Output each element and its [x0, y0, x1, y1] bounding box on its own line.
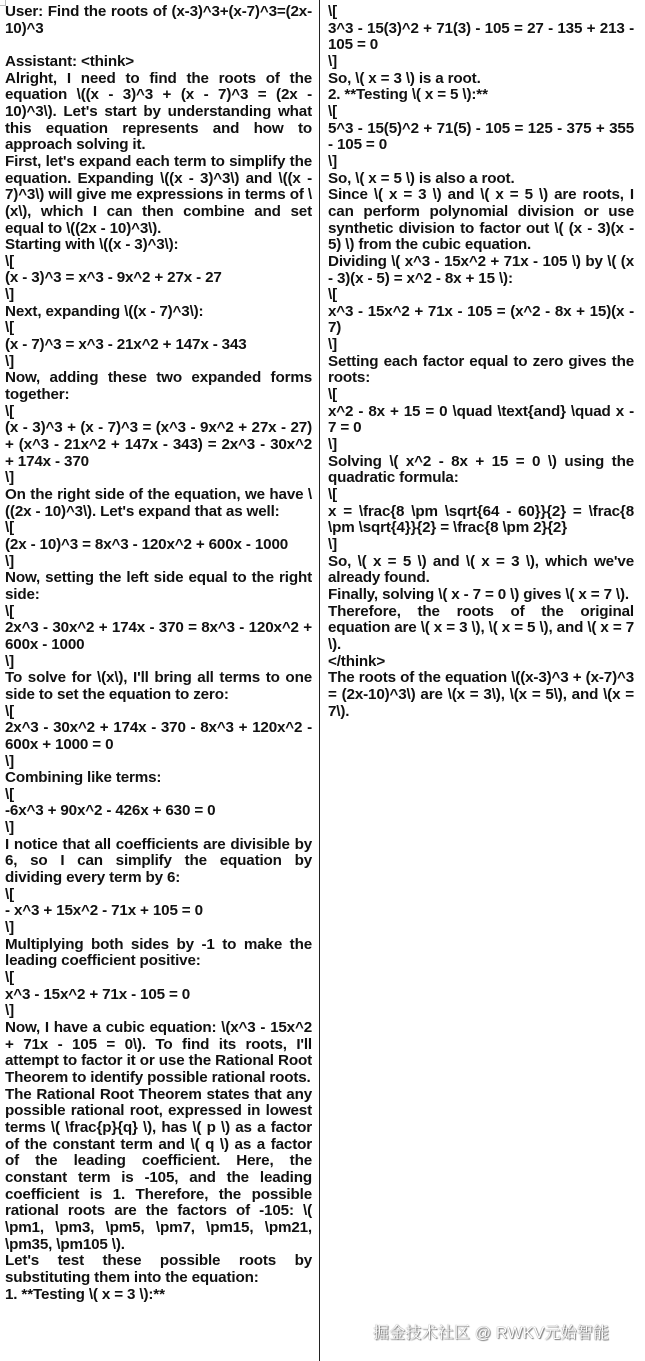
watermark: 掘金技术社区 @ RWKV元始智能: [373, 1325, 610, 1342]
text-line: 5^3 - 15(5)^2 + 71(5) - 105 = 125 - 375 + 355 - 105 = 0: [328, 119, 634, 154]
text-line: x^3 - 15x^2 + 71x - 105 = (x^2 - 8x + 15)(x - 7): [328, 302, 634, 337]
text-line: On the right side of the equation, we have \((2x - 10)^3\). Let's expand that as well:: [5, 486, 312, 520]
text-line: \]: [5, 552, 14, 570]
text-line: Next, expanding \((x - 7)^3\):: [5, 302, 204, 320]
text-line: \]: [5, 752, 14, 770]
text-line: x = \frac{8 \pm \sqrt{64 - 60}}{2} = \frac{8 \pm \sqrt{4}}{2} = \frac{8 \pm 2}{2}: [328, 502, 634, 537]
text-line: (x - 3)^3 + (x - 7)^3 = (x^3 - 9x^2 + 27x - 27) + (x^3 - 21x^2 + 147x - 343) = 2x^3 - 30x^2 + 174x - 370: [5, 419, 312, 470]
text-line: Finally, solving \( x - 7 = 0 \) gives \( x = 7 \).: [328, 585, 629, 603]
text-line: x^3 - 15x^2 + 71x - 105 = 0: [5, 985, 191, 1003]
text-line: \]: [328, 336, 337, 354]
text-line: 2x^3 - 30x^2 + 174x - 370 = 8x^3 - 120x^2 + 600x - 1000: [5, 619, 312, 653]
text-line: 2x^3 - 30x^2 + 174x - 370 - 8x^3 + 120x^2 - 600x + 1000 = 0: [5, 719, 312, 753]
text-line: \]: [5, 1002, 14, 1020]
column-divider: [319, 0, 320, 1361]
text-line: Now, adding these two expanded forms together:: [5, 369, 312, 404]
text-line: Therefore, the roots of the original equation are \( x = 3 \), \( x = 5 \), and \( x = 7 \).: [328, 602, 634, 653]
text-line: \]: [5, 286, 14, 304]
text-line: \]: [328, 152, 337, 170]
text-line: \[: [328, 286, 337, 304]
text-line: Alright, I need to find the roots of the equation \((x - 3)^3 + (x - 7)^3 = (2x - 10)^3\). Let's start by understanding what this equation represents and how to approach solving it.: [5, 69, 312, 154]
text-line: Since \( x = 3 \) and \( x = 5 \) are roots, I can perform polynomial division or use synthetic division to factor out \( (x - 3)(x - 5) \) from the cubic equation.: [328, 186, 634, 254]
text-line: \]: [5, 652, 14, 670]
text-line: Combining like terms:: [5, 769, 162, 787]
text-line: \[: [5, 702, 14, 720]
text-line: x^2 - 8x + 15 = 0 \quad \text{and} \quad x - 7 = 0: [328, 402, 634, 437]
text-line: Setting each factor equal to zero gives the roots:: [328, 352, 634, 387]
text-line: To solve for \(x\), I'll bring all terms to one side to set the equation to zero:: [5, 669, 312, 703]
text-line: [5, 37, 312, 54]
text-line: Now, I have a cubic equation: \(x^3 - 15x^2 + 71x - 105 = 0\). To find its roots, I'll attempt to factor it or use the Rational Root Theorem to identify possible rational roots.: [5, 1019, 312, 1086]
text-line: \[: [5, 402, 14, 420]
text-line: (2x - 10)^3 = 8x^3 - 120x^2 + 600x - 1000: [5, 535, 289, 553]
text-line: \]: [328, 52, 337, 70]
text-line: \[: [328, 3, 337, 20]
text-line: \[: [5, 519, 14, 537]
text-line: I notice that all coefficients are divisible by 6, so I can simplify the equation by dividing every term by 6:: [5, 835, 312, 887]
text-line: \]: [328, 536, 337, 553]
text-line: Assistant: <think>: [5, 52, 134, 70]
text-line: So, \( x = 5 \) and \( x = 3 \), which we've already found.: [328, 552, 634, 587]
text-line: The roots of the equation \((x-3)^3 + (x-7)^3 = (2x-10)^3\) are \(x = 3\), \(x = 5\), and \(x = 7\).: [328, 669, 634, 720]
text-line: \]: [5, 819, 14, 837]
text-line: 1. **Testing \( x = 3 \):**: [5, 1285, 165, 1303]
text-line: Solving \( x^2 - 8x + 15 = 0 \) using the quadratic formula:: [328, 452, 634, 487]
right-column: [328, 4, 634, 720]
text-line: Multiplying both sides by -1 to make the leading coefficient positive:: [5, 935, 312, 970]
text-line: \[: [5, 785, 14, 803]
text-line: 2. **Testing \( x = 5 \):**: [328, 86, 488, 104]
text-line: \[: [5, 969, 14, 987]
text-line: \]: [328, 436, 337, 454]
text-line: \]: [5, 352, 14, 370]
text-line: Starting with \((x - 3)^3\):: [5, 236, 179, 254]
text-line: \[: [5, 252, 14, 270]
text-line: Dividing \( x^3 - 15x^2 + 71x - 105 \) by \( (x - 3)(x - 5) = x^2 - 8x + 15 \):: [328, 252, 634, 287]
text-line: \[: [328, 102, 337, 120]
text-line: -6x^3 + 90x^2 - 426x + 630 = 0: [5, 802, 216, 820]
text-line: - x^3 + 15x^2 - 71x + 105 = 0: [5, 902, 203, 920]
text-line: The Rational Root Theorem states that any possible rational root, expressed in lowest terms \( \frac{p}{q} \), has \( p \) as a factor of the constant term and \( q \) as a factor of the leading coefficient. Here, the constant term is -105, and the leading coefficient is 1. Therefore, the possible rational roots are the factors of -105: \( \pm1, \pm3, \pm5, \pm7, \pm15, \pm21, \pm35, \pm105 \).: [5, 1085, 312, 1253]
text-line: User: Find the roots of (x-3)^3+(x-7)^3=(2x-10)^3: [5, 3, 312, 37]
text-line: Let's test these possible roots by substituting them into the equation:: [5, 1252, 312, 1286]
text-line: \[: [328, 486, 337, 504]
text-line: \[: [5, 885, 14, 903]
text-line: First, let's expand each term to simplify the equation. Expanding \((x - 3)^3\) and \((x - 7)^3\) will give me expressions in terms of \(x\), which I can then combine and set equal to \((2x - 10)^3\).: [5, 152, 312, 237]
text-line: (x - 7)^3 = x^3 - 21x^2 + 147x - 343: [5, 336, 247, 354]
left-column: [5, 4, 312, 1303]
text-line: 3^3 - 15(3)^2 + 71(3) - 105 = 27 - 135 + 213 - 105 = 0: [328, 19, 634, 54]
text-line: So, \( x = 5 \) is also a root.: [328, 169, 515, 187]
text-line: Now, setting the left side equal to the right side:: [5, 569, 312, 603]
text-line: </think>: [328, 652, 386, 670]
text-line: So, \( x = 3 \) is a root.: [328, 69, 481, 87]
text-line: (x - 3)^3 = x^3 - 9x^2 + 27x - 27: [5, 269, 222, 287]
text-line: \]: [5, 469, 14, 487]
text-line: \]: [5, 919, 14, 937]
text-line: \[: [5, 602, 14, 620]
text-line: \[: [5, 319, 14, 337]
text-line: \[: [328, 386, 337, 404]
